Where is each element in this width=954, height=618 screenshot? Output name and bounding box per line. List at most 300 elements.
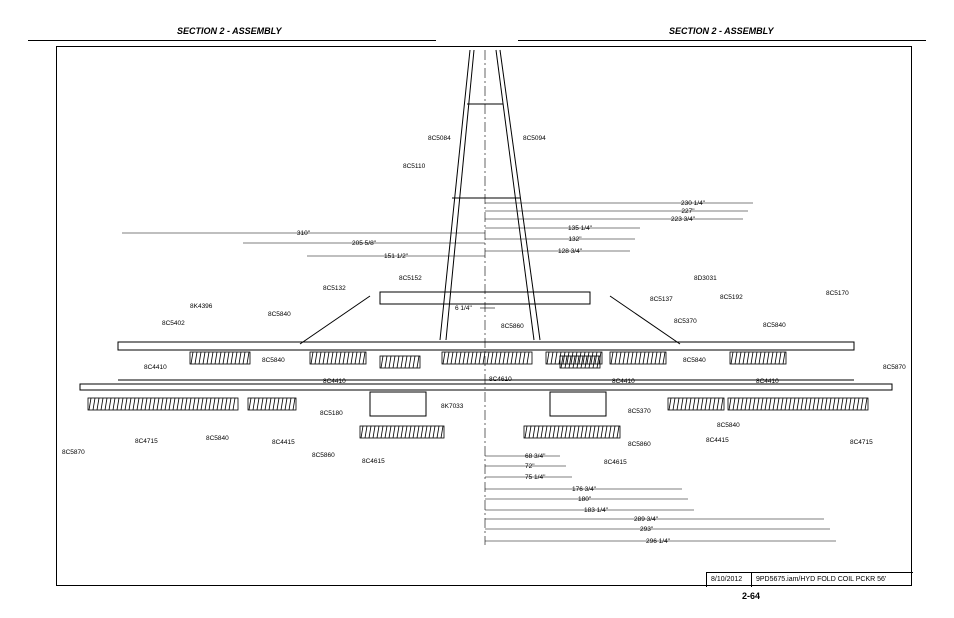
- coil-wrap: [793, 398, 795, 410]
- coil-wrap: [125, 398, 127, 410]
- part-number-label: 8C5370: [674, 318, 697, 325]
- coil-wrap: [105, 398, 107, 410]
- coil-wrap: [93, 398, 95, 410]
- coil-wrap: [331, 352, 333, 364]
- coil-wrap: [421, 426, 423, 438]
- coil-wrap: [327, 352, 329, 364]
- part-number-label: 8C4615: [362, 458, 385, 465]
- coil-wrap: [709, 398, 711, 410]
- coil-wrap: [577, 356, 579, 368]
- coil-wrap: [547, 352, 549, 364]
- part-number-label: 8C5110: [403, 163, 426, 170]
- coil-wrap: [777, 398, 779, 410]
- coil-wrap: [113, 398, 115, 410]
- coil-wrap: [433, 426, 435, 438]
- coil-wrap: [381, 356, 383, 368]
- coil-wrap: [741, 398, 743, 410]
- part-number-label: 8C5840: [268, 311, 291, 318]
- coil-wrap: [659, 352, 661, 364]
- coil-wrap: [701, 398, 703, 410]
- coil-wrap: [651, 352, 653, 364]
- coil-wrap: [713, 398, 715, 410]
- coil-wrap: [589, 356, 591, 368]
- coil-wrap: [221, 398, 223, 410]
- coil-wrap: [351, 352, 353, 364]
- coil-wrap: [261, 398, 263, 410]
- coil-wrap: [623, 352, 625, 364]
- coil-wrap: [643, 352, 645, 364]
- coil-wrap: [225, 398, 227, 410]
- coil-wrap: [763, 352, 765, 364]
- coil-wrap: [597, 356, 599, 368]
- coil-wrap: [821, 398, 823, 410]
- coil-wrap: [219, 352, 221, 364]
- coil-wrap: [567, 352, 569, 364]
- coil-wrap: [587, 352, 589, 364]
- coil-wrap: [463, 352, 465, 364]
- coil-wrap: [717, 398, 719, 410]
- coil-wrap: [569, 356, 571, 368]
- coil-wrap: [853, 398, 855, 410]
- part-number-label: 8C5170: [826, 290, 849, 297]
- coil-wrap: [597, 426, 599, 438]
- dimension-label: 72": [525, 463, 535, 470]
- coil-wrap: [257, 398, 259, 410]
- coil-wrap: [647, 352, 649, 364]
- part-number-label: 8C5840: [206, 435, 229, 442]
- coil-wrap: [201, 398, 203, 410]
- part-number-label: 8C4410: [144, 364, 167, 371]
- coil-wrap: [217, 398, 219, 410]
- coil-wrap: [515, 352, 517, 364]
- coil-wrap: [401, 356, 403, 368]
- coil-wrap: [369, 426, 371, 438]
- coil-wrap: [381, 426, 383, 438]
- coil-wrap: [405, 356, 407, 368]
- coil-wrap: [343, 352, 345, 364]
- dimension-label: 135 1/4": [568, 225, 592, 232]
- coil-wrap: [479, 352, 481, 364]
- coil-reel: [730, 352, 786, 364]
- coil-wrap: [551, 352, 553, 364]
- coil-wrap: [335, 352, 337, 364]
- coil-wrap: [761, 398, 763, 410]
- coil-wrap: [767, 352, 769, 364]
- coil-wrap: [545, 426, 547, 438]
- coil-wrap: [455, 352, 457, 364]
- coil-wrap: [193, 398, 195, 410]
- coil-wrap: [685, 398, 687, 410]
- coil-wrap: [227, 352, 229, 364]
- coil-wrap: [731, 352, 733, 364]
- part-callouts: [62, 135, 906, 466]
- coil-wrap: [733, 398, 735, 410]
- coil-wrap: [779, 352, 781, 364]
- coil-wrap: [239, 352, 241, 364]
- coil-wrap: [223, 352, 225, 364]
- coil-wrap: [529, 426, 531, 438]
- dimension-label: 180": [578, 496, 592, 503]
- coil-wrap: [565, 426, 567, 438]
- coil-wrap: [771, 352, 773, 364]
- coil-wrap: [639, 352, 641, 364]
- dimension-label: 205 5/8": [352, 240, 376, 247]
- coil-wrap: [689, 398, 691, 410]
- coil-wrap: [537, 426, 539, 438]
- coil-wrap: [721, 398, 723, 410]
- part-number-label: 8C4415: [706, 437, 729, 444]
- coil-wrap: [849, 398, 851, 410]
- coil-wrap: [589, 426, 591, 438]
- coil-wrap: [523, 352, 525, 364]
- coil-wrap: [561, 426, 563, 438]
- dimension-label: 230 1/4": [681, 200, 705, 207]
- coil-wrap: [783, 352, 785, 364]
- coil-wrap: [575, 352, 577, 364]
- coil-wrap: [409, 356, 411, 368]
- coil-wrap: [499, 352, 501, 364]
- coil-wrap: [385, 356, 387, 368]
- part-number-label: 8C5840: [717, 422, 740, 429]
- coil-wrap: [363, 352, 365, 364]
- coil-reels: [88, 352, 868, 438]
- coil-wrap: [197, 398, 199, 410]
- coil-wrap: [413, 356, 415, 368]
- coil-wrap: [389, 356, 391, 368]
- coil-wrap: [417, 356, 419, 368]
- part-number-label: 8C4715: [135, 438, 158, 445]
- coil-wrap: [157, 398, 159, 410]
- coil-wrap: [393, 426, 395, 438]
- coil-wrap: [585, 426, 587, 438]
- coil-wrap: [829, 398, 831, 410]
- coil-wrap: [613, 426, 615, 438]
- dimension-label: 68 3/4": [525, 453, 546, 460]
- part-number-label: 8C4610: [489, 376, 512, 383]
- dimensions: [122, 200, 836, 545]
- part-number-label: 8C4410: [756, 378, 779, 385]
- coil-wrap: [773, 398, 775, 410]
- coil-wrap: [593, 426, 595, 438]
- coil-wrap: [319, 352, 321, 364]
- coil-wrap: [605, 426, 607, 438]
- coil-wrap: [789, 398, 791, 410]
- coil-wrap: [137, 398, 139, 410]
- dimension-label: 6 1/4": [455, 305, 472, 312]
- coil-wrap: [555, 352, 557, 364]
- coil-wrap: [751, 352, 753, 364]
- coil-wrap: [593, 356, 595, 368]
- coil-wrap: [865, 398, 867, 410]
- coil-wrap: [673, 398, 675, 410]
- coil-wrap: [581, 426, 583, 438]
- coil-wrap: [211, 352, 213, 364]
- coil-wrap: [577, 426, 579, 438]
- part-number-label: 8C4615: [604, 459, 627, 466]
- coil-wrap: [215, 352, 217, 364]
- part-number-label: 8C5152: [399, 275, 422, 282]
- dimension-label: 296 1/4": [646, 538, 670, 545]
- coil-wrap: [97, 398, 99, 410]
- coil-wrap: [311, 352, 313, 364]
- coil-wrap: [207, 352, 209, 364]
- part-number-label: 8C5402: [162, 320, 185, 327]
- coil-wrap: [169, 398, 171, 410]
- dimension-label: 132": [568, 236, 582, 243]
- dimension-label: 183 1/4": [584, 507, 608, 514]
- part-number-label: 8C4410: [612, 378, 635, 385]
- coil-wrap: [601, 426, 603, 438]
- coil-wrap: [443, 352, 445, 364]
- part-number-label: 8C5192: [720, 294, 743, 301]
- coil-wrap: [209, 398, 211, 410]
- coil-wrap: [609, 426, 611, 438]
- dimension-label: 293": [640, 526, 654, 533]
- coil-wrap: [405, 426, 407, 438]
- coil-wrap: [359, 352, 361, 364]
- coil-wrap: [247, 352, 249, 364]
- coil-wrap: [541, 426, 543, 438]
- coil-wrap: [265, 398, 267, 410]
- coil-wrap: [377, 426, 379, 438]
- coil-wrap: [153, 398, 155, 410]
- coil-wrap: [487, 352, 489, 364]
- coil-wrap: [243, 352, 245, 364]
- coil-wrap: [549, 426, 551, 438]
- coil-wrap: [511, 352, 513, 364]
- coil-wrap: [173, 398, 175, 410]
- coil-wrap: [133, 398, 135, 410]
- coil-wrap: [805, 398, 807, 410]
- coil-wrap: [595, 352, 597, 364]
- coil-wrap: [451, 352, 453, 364]
- coil-wrap: [185, 398, 187, 410]
- coil-wrap: [339, 352, 341, 364]
- coil-wrap: [569, 426, 571, 438]
- coil-wrap: [697, 398, 699, 410]
- coil-wrap: [579, 352, 581, 364]
- coil-wrap: [753, 398, 755, 410]
- coil-wrap: [109, 398, 111, 410]
- coil-wrap: [413, 426, 415, 438]
- coil-wrap: [191, 352, 193, 364]
- coil-wrap: [573, 356, 575, 368]
- part-number-label: 8C5840: [763, 322, 786, 329]
- hitch-tongue: [440, 50, 540, 340]
- coil-wrap: [203, 352, 205, 364]
- coil-wrap: [281, 398, 283, 410]
- coil-wrap: [781, 398, 783, 410]
- coil-wrap: [747, 352, 749, 364]
- coil-reel: [610, 352, 666, 364]
- coil-wrap: [519, 352, 521, 364]
- coil-wrap: [213, 398, 215, 410]
- coil-wrap: [759, 352, 761, 364]
- coil-wrap: [437, 426, 439, 438]
- coil-wrap: [655, 352, 657, 364]
- coil-wrap: [249, 398, 251, 410]
- coil-wrap: [475, 352, 477, 364]
- coil-wrap: [693, 398, 695, 410]
- part-number-label: 8C5137: [650, 296, 673, 303]
- part-number-label: 8C5094: [523, 135, 546, 142]
- part-number-label: 8C5132: [323, 285, 346, 292]
- coil-wrap: [365, 426, 367, 438]
- page-number: 2-64: [742, 591, 761, 601]
- coil-wrap: [611, 352, 613, 364]
- coil-wrap: [149, 398, 151, 410]
- coil-wrap: [447, 352, 449, 364]
- coil-wrap: [755, 352, 757, 364]
- coil-wrap: [833, 398, 835, 410]
- coil-wrap: [269, 398, 271, 410]
- dimension-label: 310": [296, 230, 311, 237]
- coil-wrap: [429, 426, 431, 438]
- coil-wrap: [441, 426, 443, 438]
- part-number-label: 8C5860: [312, 452, 335, 459]
- coil-wrap: [837, 398, 839, 410]
- dimension-label: 176 3/4": [572, 486, 596, 493]
- coil-wrap: [397, 356, 399, 368]
- coil-wrap: [571, 352, 573, 364]
- coil-wrap: [557, 426, 559, 438]
- coil-wrap: [89, 398, 91, 410]
- coil-wrap: [205, 398, 207, 410]
- dimension-label: 223 3/4": [671, 216, 695, 223]
- coil-wrap: [199, 352, 201, 364]
- coil-wrap: [121, 398, 123, 410]
- coil-wrap: [397, 426, 399, 438]
- coil-wrap: [745, 398, 747, 410]
- coil-wrap: [757, 398, 759, 410]
- coil-wrap: [253, 398, 255, 410]
- coil-wrap: [817, 398, 819, 410]
- coil-wrap: [165, 398, 167, 410]
- coil-wrap: [749, 398, 751, 410]
- part-number-label: 8K4396: [190, 303, 213, 310]
- coil-wrap: [669, 398, 671, 410]
- part-number-label: 8C5840: [683, 357, 706, 364]
- dimension-label: 227": [681, 208, 695, 215]
- coil-reel: [668, 398, 724, 410]
- coil-wrap: [841, 398, 843, 410]
- section-header-left: SECTION 2 - ASSEMBLY: [177, 26, 282, 36]
- coil-wrap: [615, 352, 617, 364]
- coil-wrap: [591, 352, 593, 364]
- coil-wrap: [401, 426, 403, 438]
- coil-wrap: [285, 398, 287, 410]
- coil-wrap: [189, 398, 191, 410]
- main-frame: [80, 292, 892, 416]
- coil-wrap: [775, 352, 777, 364]
- coil-wrap: [729, 398, 731, 410]
- coil-wrap: [101, 398, 103, 410]
- coil-wrap: [797, 398, 799, 410]
- part-number-label: 8C4415: [272, 439, 295, 446]
- coil-wrap: [373, 426, 375, 438]
- coil-wrap: [231, 352, 233, 364]
- coil-wrap: [631, 352, 633, 364]
- dimension-label: 75 1/4": [525, 474, 546, 481]
- coil-wrap: [233, 398, 235, 410]
- coil-wrap: [737, 398, 739, 410]
- coil-wrap: [565, 356, 567, 368]
- coil-wrap: [507, 352, 509, 364]
- coil-wrap: [277, 398, 279, 410]
- coil-wrap: [743, 352, 745, 364]
- part-number-label: 8C5870: [62, 449, 85, 456]
- coil-wrap: [663, 352, 665, 364]
- coil-wrap: [323, 352, 325, 364]
- part-number-label: 8K7033: [441, 403, 464, 410]
- coil-wrap: [161, 398, 163, 410]
- title-block: [706, 572, 913, 587]
- coil-wrap: [495, 352, 497, 364]
- coil-wrap: [619, 352, 621, 364]
- coil-wrap: [845, 398, 847, 410]
- coil-wrap: [585, 356, 587, 368]
- coil-wrap: [409, 426, 411, 438]
- coil-wrap: [491, 352, 493, 364]
- coil-wrap: [769, 398, 771, 410]
- coil-wrap: [809, 398, 811, 410]
- coil-wrap: [861, 398, 863, 410]
- coil-wrap: [467, 352, 469, 364]
- coil-wrap: [581, 356, 583, 368]
- part-number-label: 8C5840: [262, 357, 285, 364]
- coil-wrap: [417, 426, 419, 438]
- coil-wrap: [681, 398, 683, 410]
- coil-wrap: [229, 398, 231, 410]
- coil-wrap: [563, 352, 565, 364]
- coil-wrap: [471, 352, 473, 364]
- coil-reel: [310, 352, 366, 364]
- coil-wrap: [617, 426, 619, 438]
- coil-wrap: [393, 356, 395, 368]
- coil-wrap: [857, 398, 859, 410]
- dimension-label: 128 3/4": [558, 248, 582, 255]
- coil-wrap: [141, 398, 143, 410]
- dimension-label: 151 1/2": [384, 253, 408, 260]
- coil-wrap: [553, 426, 555, 438]
- coil-wrap: [785, 398, 787, 410]
- coil-wrap: [825, 398, 827, 410]
- coil-wrap: [425, 426, 427, 438]
- coil-wrap: [235, 352, 237, 364]
- coil-wrap: [145, 398, 147, 410]
- title-block-filename: 9PD5675.iam/HYD FOLD COIL PCKR 56': [756, 576, 887, 583]
- coil-wrap: [573, 426, 575, 438]
- coil-wrap: [739, 352, 741, 364]
- coil-wrap: [503, 352, 505, 364]
- part-number-label: 8C5370: [628, 408, 651, 415]
- coil-wrap: [705, 398, 707, 410]
- coil-wrap: [177, 398, 179, 410]
- coil-wrap: [117, 398, 119, 410]
- coil-wrap: [801, 398, 803, 410]
- coil-wrap: [459, 352, 461, 364]
- coil-wrap: [347, 352, 349, 364]
- coil-wrap: [813, 398, 815, 410]
- coil-wrap: [765, 398, 767, 410]
- coil-wrap: [561, 356, 563, 368]
- coil-wrap: [129, 398, 131, 410]
- section-header-right: SECTION 2 - ASSEMBLY: [669, 26, 774, 36]
- coil-wrap: [181, 398, 183, 410]
- coil-wrap: [355, 352, 357, 364]
- coil-reel: [248, 398, 296, 410]
- coil-wrap: [635, 352, 637, 364]
